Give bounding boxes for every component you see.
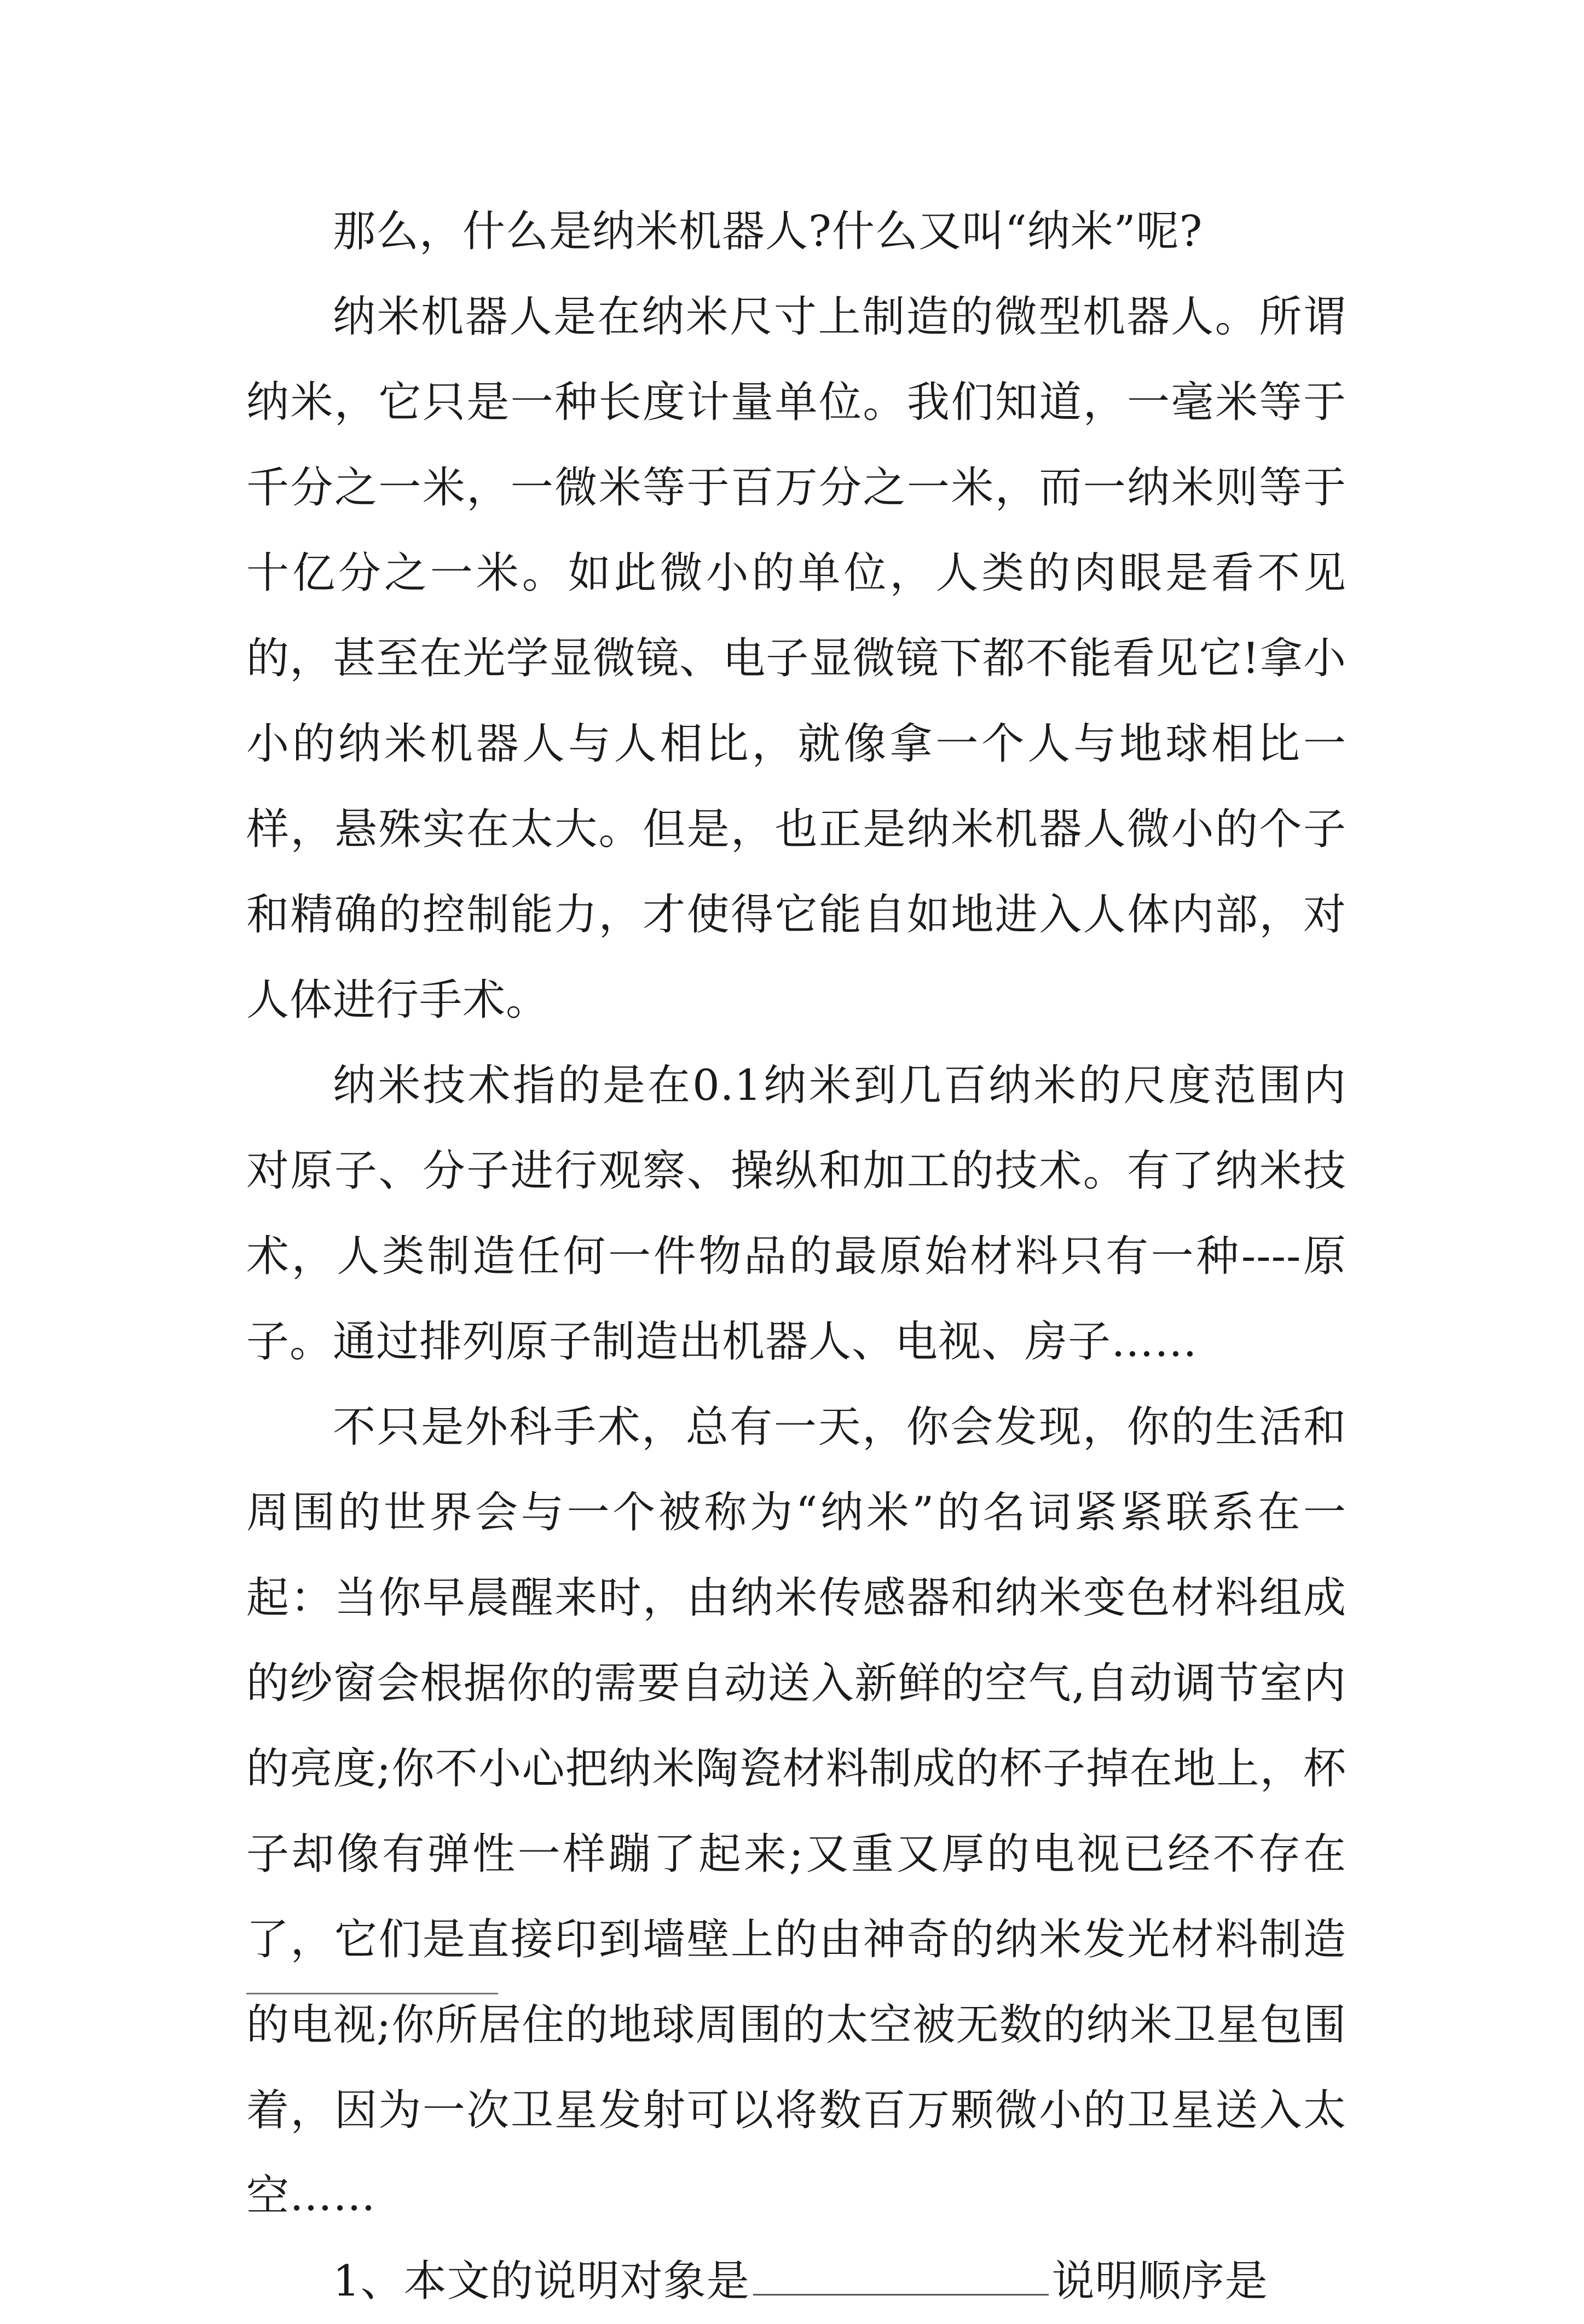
- paragraph-intro-question: 那么，什么是纳米机器人?什么又叫“纳米”呢?: [333, 207, 1203, 256]
- footnote-divider: [246, 1993, 498, 1994]
- question-number: 1、: [333, 2257, 404, 2306]
- answer-blank[interactable]: [753, 2256, 1049, 2296]
- paragraph-nanotechnology: 纳米技术指的是在0.1纳米到几百纳米的尺度范围内对原子、分子进行观察、操纵和加工的技术。有了纳米技术，人类制造任何一件物品的最原始材料只有一种----原子。通过排列原子制造出机器人、电视、房子……: [246, 1061, 1346, 1366]
- paragraph-nanorobot-definition: 纳米机器人是在纳米尺寸上制造的微型机器人。所谓纳米，它只是一种长度计量单位。我们知道，一毫米等于千分之一米，一微米等于百万分之一米，而一纳米则等于十亿分之一米。如此微小的单位，人类的肉眼是看不见的，甚至在光学显微镜、电子显微镜下都不能看见它!拿小小的纳米机器人与人相比，就像拿一个人与地球相比一样，悬殊实在太大。但是，也正是纳米机器人微小的个子和精确的控制能力，才使得它能自如地进入人体内部，对人体进行手术。: [246, 292, 1346, 1025]
- question-1: [246, 2239, 1346, 2324]
- question-text-after: 说明顺序是: [1051, 2257, 1268, 2306]
- question-text-before: 本文的说明对象是: [403, 2257, 750, 2306]
- article-body: [246, 189, 1346, 2324]
- paragraph-future-life: 不只是外科手术，总有一天，你会发现，你的生活和周围的世界会与一个被称为“纳米”的名词紧紧联系在一起：当你早晨醒来时，由纳米传感器和纳米变色材料组成的纱窗会根据你的需要自动送入新鲜的空气,自动调节室内的亮度;你不小心把纳米陶瓷材料制成的杯子掉在地上，杯子却像有弹性一样蹦了起来;又重又厚的电视已经不存在了，它们是直接印到墙壁上的由神奇的纳米发光材料制造的电视;你所居住的地球周围的太空被无数的纳米卫星包围着，因为一次卫星发射可以将数百万颗微小的卫星送入太空……: [246, 1403, 1346, 2221]
